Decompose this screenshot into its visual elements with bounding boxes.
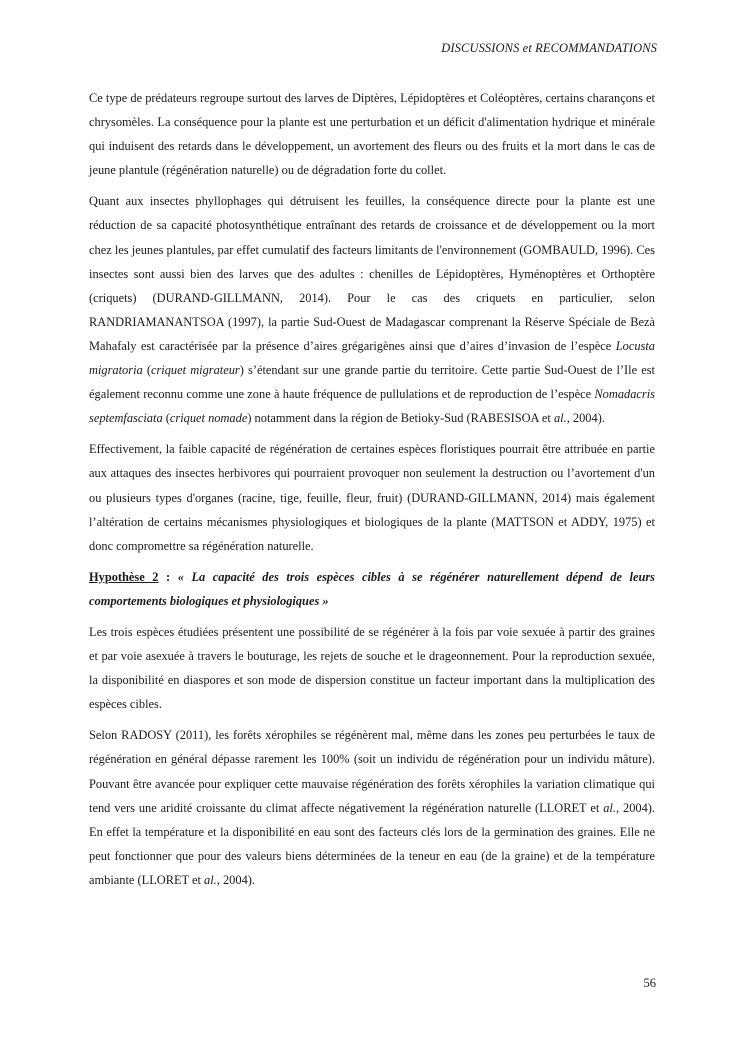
paragraph-phyllophages [89, 189, 655, 430]
paragraph-xerophilous-forests [89, 723, 655, 892]
citation-al: al., [603, 800, 620, 815]
text-run: Quant aux insectes phyllophages qui détruisent les feuilles, la conséquence directe pour la plante est une réduction de sa capacité photosynthétique entraînant des retards de croissance et de développement ou la mort chez les jeunes plantules, par effet cumulatif des facteurs limitants de l'environnement (GOMBAULD, 1996). Ces insectes sont aussi bien des larves que des adultes : chenilles de Lépidoptères, Hyménoptères et Orthoptère (criquets) (DURAND-GILLMANN, 2014). Pour le cas des criquets en particulier, selon RANDRIAMANANTSOA (1997), la partie Sud-Ouest de Madagascar comprenant la Réserve Spéciale de Bezà Mahafaly est caractérisée par la présence d’aires grégarigènes ainsi que d’aires d’invasion de l’espèce [89, 194, 655, 353]
page-number: 56 [643, 976, 656, 990]
hypothesis-separator: : [158, 569, 178, 584]
body-text [89, 86, 655, 892]
species-name: Locusta migratoria [89, 338, 655, 378]
text-run: ) s’étendant sur une grande partie du territoire. Cette partie Sud-Ouest de l’Ile est également reconnu comme une zone à haute fréquence de pullulations et de reproduction de l’espèce [89, 363, 655, 402]
text-run: 2004). [219, 872, 255, 887]
text-run: , 2004). [566, 411, 605, 426]
citation-al: al. [553, 411, 567, 426]
species-name: Nomadacris septemfasciata [89, 387, 655, 426]
paragraph-species-reproduction: Les trois espèces étudiées présentent une possibilité de se régénérer à la fois par voie sexuée à partir des graines et par voie asexuée à travers le bouturage, les rejets de souche et le drageonnement. Pour la reproduction sexuée, la disponibilité en diaspores et son mode de dispersion constitue un facteur important dans la multiplication des espèces cibles. [89, 624, 655, 712]
common-name: criquet nomade [169, 411, 248, 426]
text-run: ( [142, 363, 151, 378]
text-run: ) notamment dans la région de Betioky-Sud (RABESISOA et [247, 411, 554, 426]
running-header: DISCUSSIONS et RECOMMANDATIONS [441, 41, 657, 55]
text-run: ( [162, 411, 170, 426]
hypothesis-statement: « La capacité des trois espèces cibles à se régénérer naturellement dépend de leurs comportements biologiques et physiologiques » [89, 569, 655, 608]
text-run: 2004). En effet la température et la disponibilité en eau sont des facteurs clés lors de la germination des graines. Elle ne peut fonctionner que pour des valeurs biens déterminées de la teneur en eau (de la graine) et de la température ambiante (LLORET et [89, 800, 655, 887]
hypothesis-label: Hypothèse 2 [89, 569, 159, 584]
citation-al: al., [204, 872, 220, 887]
hypothesis-heading [89, 565, 655, 613]
text-run: Selon RADOSY (2011), les forêts xérophiles se régénèrent mal, même dans les zones peu perturbées le taux de régénération en général dépasse rarement les 100% (soit un individu de régénération pour un individu mâture). Pouvant être avancée pour expliquer cette mauvaise régénération des forêts xérophiles la variation climatique qui tend vers une aridité croissante du climat affecte négativement la régénération naturelle (LLORET et [89, 728, 655, 815]
paragraph-regeneration: Effectivement, la faible capacité de régénération de certaines espèces floristiques pourrait être attribuée en partie aux attaques des insectes herbivores qui pourraient provoquer non seulement la destruction ou l’avortement d'un ou plusieurs types d'organes (racine, tige, feuille, fleur, fruit) (DURAND-GILLMANN, 2014) mais également l’altération de certains mécanismes physiologiques et biologiques de la plante (MATTSON et ADDY, 1975) et donc compromettre sa régénération naturelle. [89, 442, 655, 553]
common-name: criquet migrateur [150, 363, 240, 378]
paragraph-predators: Ce type de prédateurs regroupe surtout des larves de Diptères, Lépidoptères et Coléoptères, certains charançons et chrysomèles. La conséquence pour la plante est une perturbation et un déficit d'alimentation hydrique et minérale qui induisent des retards dans le développement, un avortement des fleurs ou des fruits et la mort dans le cas de jeune plantule (régénération naturelle) ou de dégradation forte du collet. [89, 91, 655, 178]
